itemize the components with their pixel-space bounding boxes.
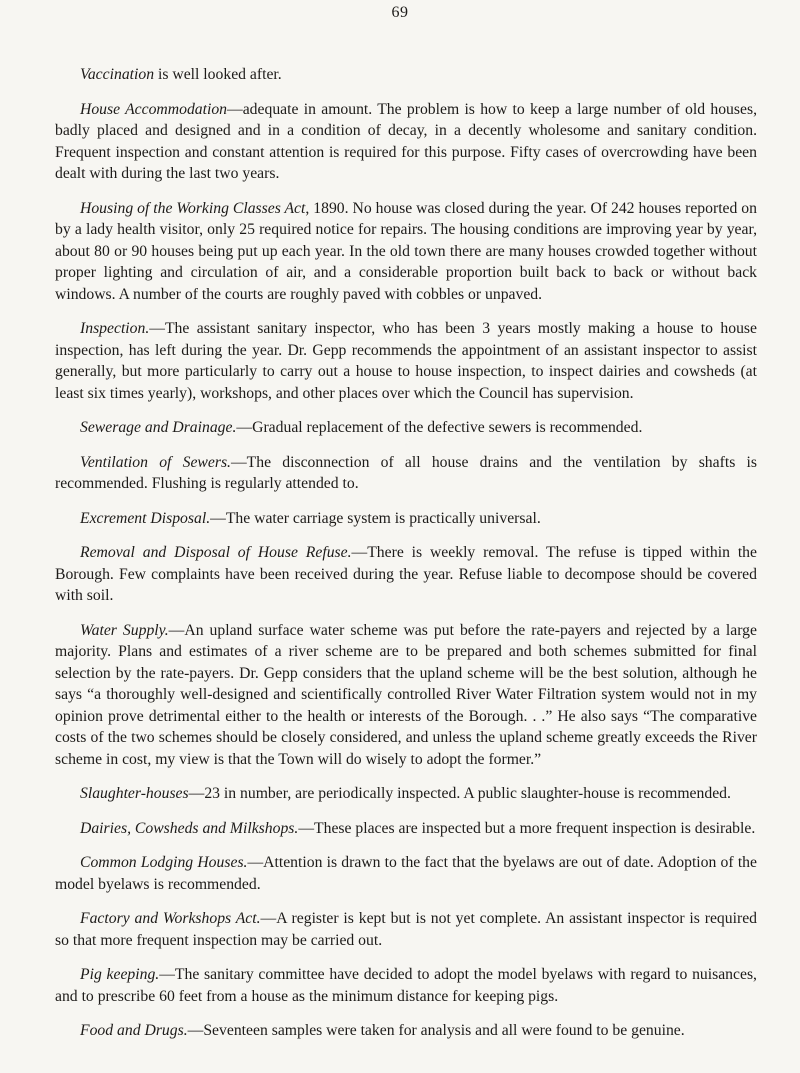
paragraph-text: —The sanitary committee have decided to adopt the model byelaws with regard to nuisances, and to prescribe 60 feet from a house as the minimum distance for keeping pigs. [55,966,757,1005]
paragraph-heading: Common Lodging Houses. [80,854,248,871]
paragraph-refuse [55,542,757,607]
paragraph-dairies [55,818,757,840]
paragraph-text: —The disconnection of all house drains and the ventilation by shafts is recommended. Flushing is regularly attended to. [55,453,757,492]
paragraph-heading: Slaughter-houses [80,785,189,802]
paragraph-heading: Sewerage and Drainage. [80,419,237,436]
paragraph-ventilation [55,452,757,495]
paragraph-heading: Dairies, Cowsheds and Milkshops. [80,819,299,837]
paragraph-text: —Seventeen samples were taken for analysis and all were found to be genuine. [187,1022,685,1039]
paragraph-text: —Attention is drawn to the fact that the byelaws are out of date. Adoption of the model byelaws is recommended. [55,854,757,893]
paragraph-water-supply [55,620,757,771]
paragraph-sewerage [55,417,757,439]
paragraph-text: —The assistant sanitary inspector, who has been 3 years mostly making a house to house inspection, has left during the year. Dr. Gepp recommends the appointment of an assistant inspector to assist generally, but more particularly to carry out a house to house inspection, to inspect dairies and cowsheds (at least six times yearly), workshops, and other places over which the Council has supervision. [55,320,757,402]
paragraph-factory-act [55,908,757,951]
document-body [55,64,757,1055]
paragraph-heading: Factory and Workshops Act. [80,910,261,927]
paragraph-pig-keeping [55,964,757,1007]
paragraph-text: —adequate in amount. The problem is how to keep a large number of old houses, badly placed and designed and in a condition of decay, in a decently wholesome and sanitary condition. Frequent inspection and constant attention is required for this purpose. Fifty cases of overcrowding have been dealt with during the last two years. [55,100,757,182]
page-number: 69 [391,4,409,21]
paragraph-heading: Food and Drugs. [80,1022,188,1039]
paragraph-slaughter-houses [55,783,757,805]
paragraph-heading: Excrement Disposal. [80,509,211,527]
paragraph-heading: Vaccination [80,66,155,83]
paragraph-excrement [55,508,757,530]
paragraph-lodging-houses [55,852,757,895]
paragraph-heading: House Accommodation [80,100,228,118]
paragraph-text: , 1890. No house was closed during the year. Of 242 houses reported on by a lady health visitor, only 25 required notice for repairs. The housing conditions are improving year by year, about 80 or 90 houses being put up each year. In the old town there are many houses crowded together without proper lighting and circulation of air, and a considerable proportion built back to back or without back windows. A number of the courts are roughly paved with cobbles or unpaved. [55,199,757,303]
paragraph-food-drugs [55,1020,757,1042]
paragraph-text: —The water carriage system is practically universal. [210,509,541,527]
paragraph-heading: Housing of the Working Classes Act [80,199,306,217]
paragraph-text: —An upland surface water scheme was put before the rate-payers and rejected by a large majority. Plans and estimates of a river scheme are to be prepared and both schemes submitted for final selection by the rate-payers. Dr. Gepp considers that the upland scheme will be the best solution, although he says “a thoroughly well-designed and scientifically controlled River Water Filtration system would not in my opinion prove detrimental either to the health or interests of the Borough. . .” He also says “The comparative costs of the two schemes should be closely considered, and unless the upland scheme greatly exceeds the River scheme in cost, my view is that the Town will do wisely to adopt the former.” [55,621,757,768]
paragraph-heading: Water Supply. [80,621,169,639]
paragraph-vaccination [55,64,757,86]
paragraph-heading: Removal and Disposal of House Refuse. [80,544,352,561]
paragraph-inspection [55,318,757,404]
paragraph-text: —There is weekly removal. The refuse is tipped within the Borough. Few complaints have been received during the year. Refuse liable to decompose should be covered with soil. [55,544,757,604]
paragraph-house-accommodation [55,99,757,185]
paragraph-text: —23 in number, are periodically inspected. A public slaughter-house is recommended. [188,785,731,802]
paragraph-heading: Ventilation of Sewers. [80,453,231,471]
paragraph-text: —Gradual replacement of the defective sewers is recommended. [236,419,643,436]
paragraph-housing-act [55,198,757,306]
paragraph-text: is well looked after. [154,66,282,83]
paragraph-text: —A register is kept but is not yet complete. An assistant inspector is required so that more frequent inspection may be carried out. [55,910,757,949]
paragraph-heading: Inspection. [80,320,150,337]
paragraph-text: —These places are inspected but a more frequent inspection is desirable. [298,819,756,837]
paragraph-heading: Pig keeping. [80,966,160,983]
